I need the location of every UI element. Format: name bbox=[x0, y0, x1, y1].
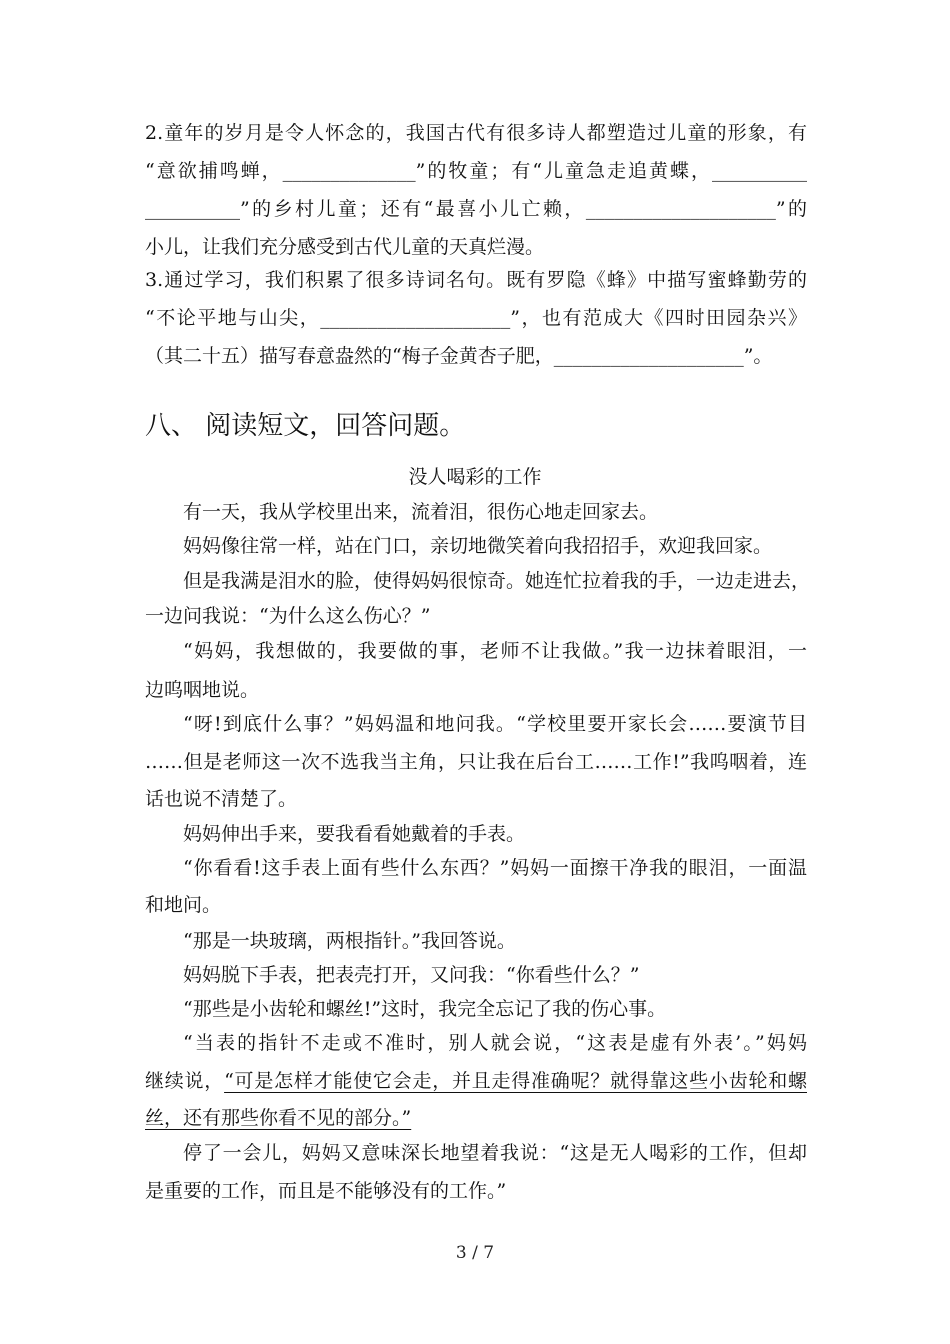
story-line: “那些是小齿轮和螺丝!”这时，我完全忘记了我的伤心事。 bbox=[183, 998, 667, 1020]
story-line: ……但是老师这一次不选我当主角，只让我在后台工……工作!”我呜咽着，连 bbox=[145, 751, 807, 773]
story-line: 妈妈像往常一样，站在门口，亲切地微笑着向我招招手，欢迎我回家。 bbox=[183, 535, 773, 557]
story-line: 是重要的工作，而且是不能够没有的工作。” bbox=[145, 1180, 507, 1202]
story-line: 有一天，我从学校里出来，流着泪，很伤心地走回家去。 bbox=[183, 501, 659, 523]
story-line-prefix: 继续说， bbox=[145, 1070, 225, 1092]
story-line: 但是我满是泪水的脸，使得妈妈很惊奇。她连忙拉着我的手，一边走进去， bbox=[183, 570, 811, 592]
story-line: 和地问。 bbox=[145, 894, 222, 916]
underlined-sentence: “可是怎样才能使它会走，并且走得准确呢？就得靠这些小齿轮和螺 bbox=[224, 1070, 807, 1092]
story-line bbox=[145, 1069, 807, 1093]
story-line: “当表的指针不走或不准时，别人就会说，“这表是虚有外表’。”妈妈 bbox=[183, 1032, 807, 1054]
question-3-line-2: “不论平地与山尖，____________________”，也有范成大《四时田园杂兴》 bbox=[145, 307, 807, 329]
story-line: 话也说不清楚了。 bbox=[145, 788, 298, 810]
underlined-sentence: 丝，还有那些你看不见的部分。” bbox=[145, 1107, 412, 1129]
story-line: 停了一会儿，妈妈又意味深长地望着我说：“这是无人喝彩的工作，但却 bbox=[183, 1142, 807, 1164]
story-line: 妈妈脱下手表，把表壳打开，又问我：“你看些什么？” bbox=[183, 964, 640, 986]
question-2-line-1: 2.童年的岁月是令人怀念的，我国古代有很多诗人都塑造过儿童的形象，有 bbox=[145, 122, 807, 144]
question-2-line-3: __________”的乡村儿童；还有“最喜小儿亡赖，____________________”的 bbox=[145, 198, 807, 220]
story-line: “那是一块玻璃，两根指针。”我回答说。 bbox=[183, 930, 516, 952]
question-2-line-2: “意欲捕鸣蝉，______________”的牧童；有“儿童急走追黄蝶，__________ bbox=[145, 160, 807, 182]
section-heading: 八、 阅读短文，回答问题。 bbox=[145, 411, 466, 441]
story-line: 边呜咽地说。 bbox=[145, 679, 260, 701]
story-line: 妈妈伸出手来，要我看看她戴着的手表。 bbox=[183, 823, 526, 845]
question-3-line-1: 3.通过学习，我们积累了很多诗词名句。既有罗隐《蜂》中描写蜜蜂勤劳的 bbox=[145, 269, 807, 291]
story-line: “你看看!这手表上面有些什么东西？”妈妈一面擦干净我的眼泪，一面温 bbox=[183, 857, 807, 879]
story-title: 没人喝彩的工作 bbox=[408, 466, 542, 488]
page-number: 3 / 7 bbox=[455, 1243, 495, 1263]
question-2-line-4: 小儿，让我们充分感受到古代儿童的天真烂漫。 bbox=[145, 236, 545, 258]
story-line: “呀!到底什么事？”妈妈温和地问我。“学校里要开家长会……要演节目 bbox=[183, 713, 807, 735]
story-line: 一边问我说：“为什么这么伤心？” bbox=[145, 605, 431, 627]
story-line bbox=[145, 1106, 807, 1130]
question-3-line-3: （其二十五）描写春意盎然的“梅子金黄杏子肥，____________________”。 bbox=[145, 345, 773, 367]
story-line: “妈妈，我想做的，我要做的事，老师不让我做。”我一边抹着眼泪，一 bbox=[183, 640, 807, 662]
